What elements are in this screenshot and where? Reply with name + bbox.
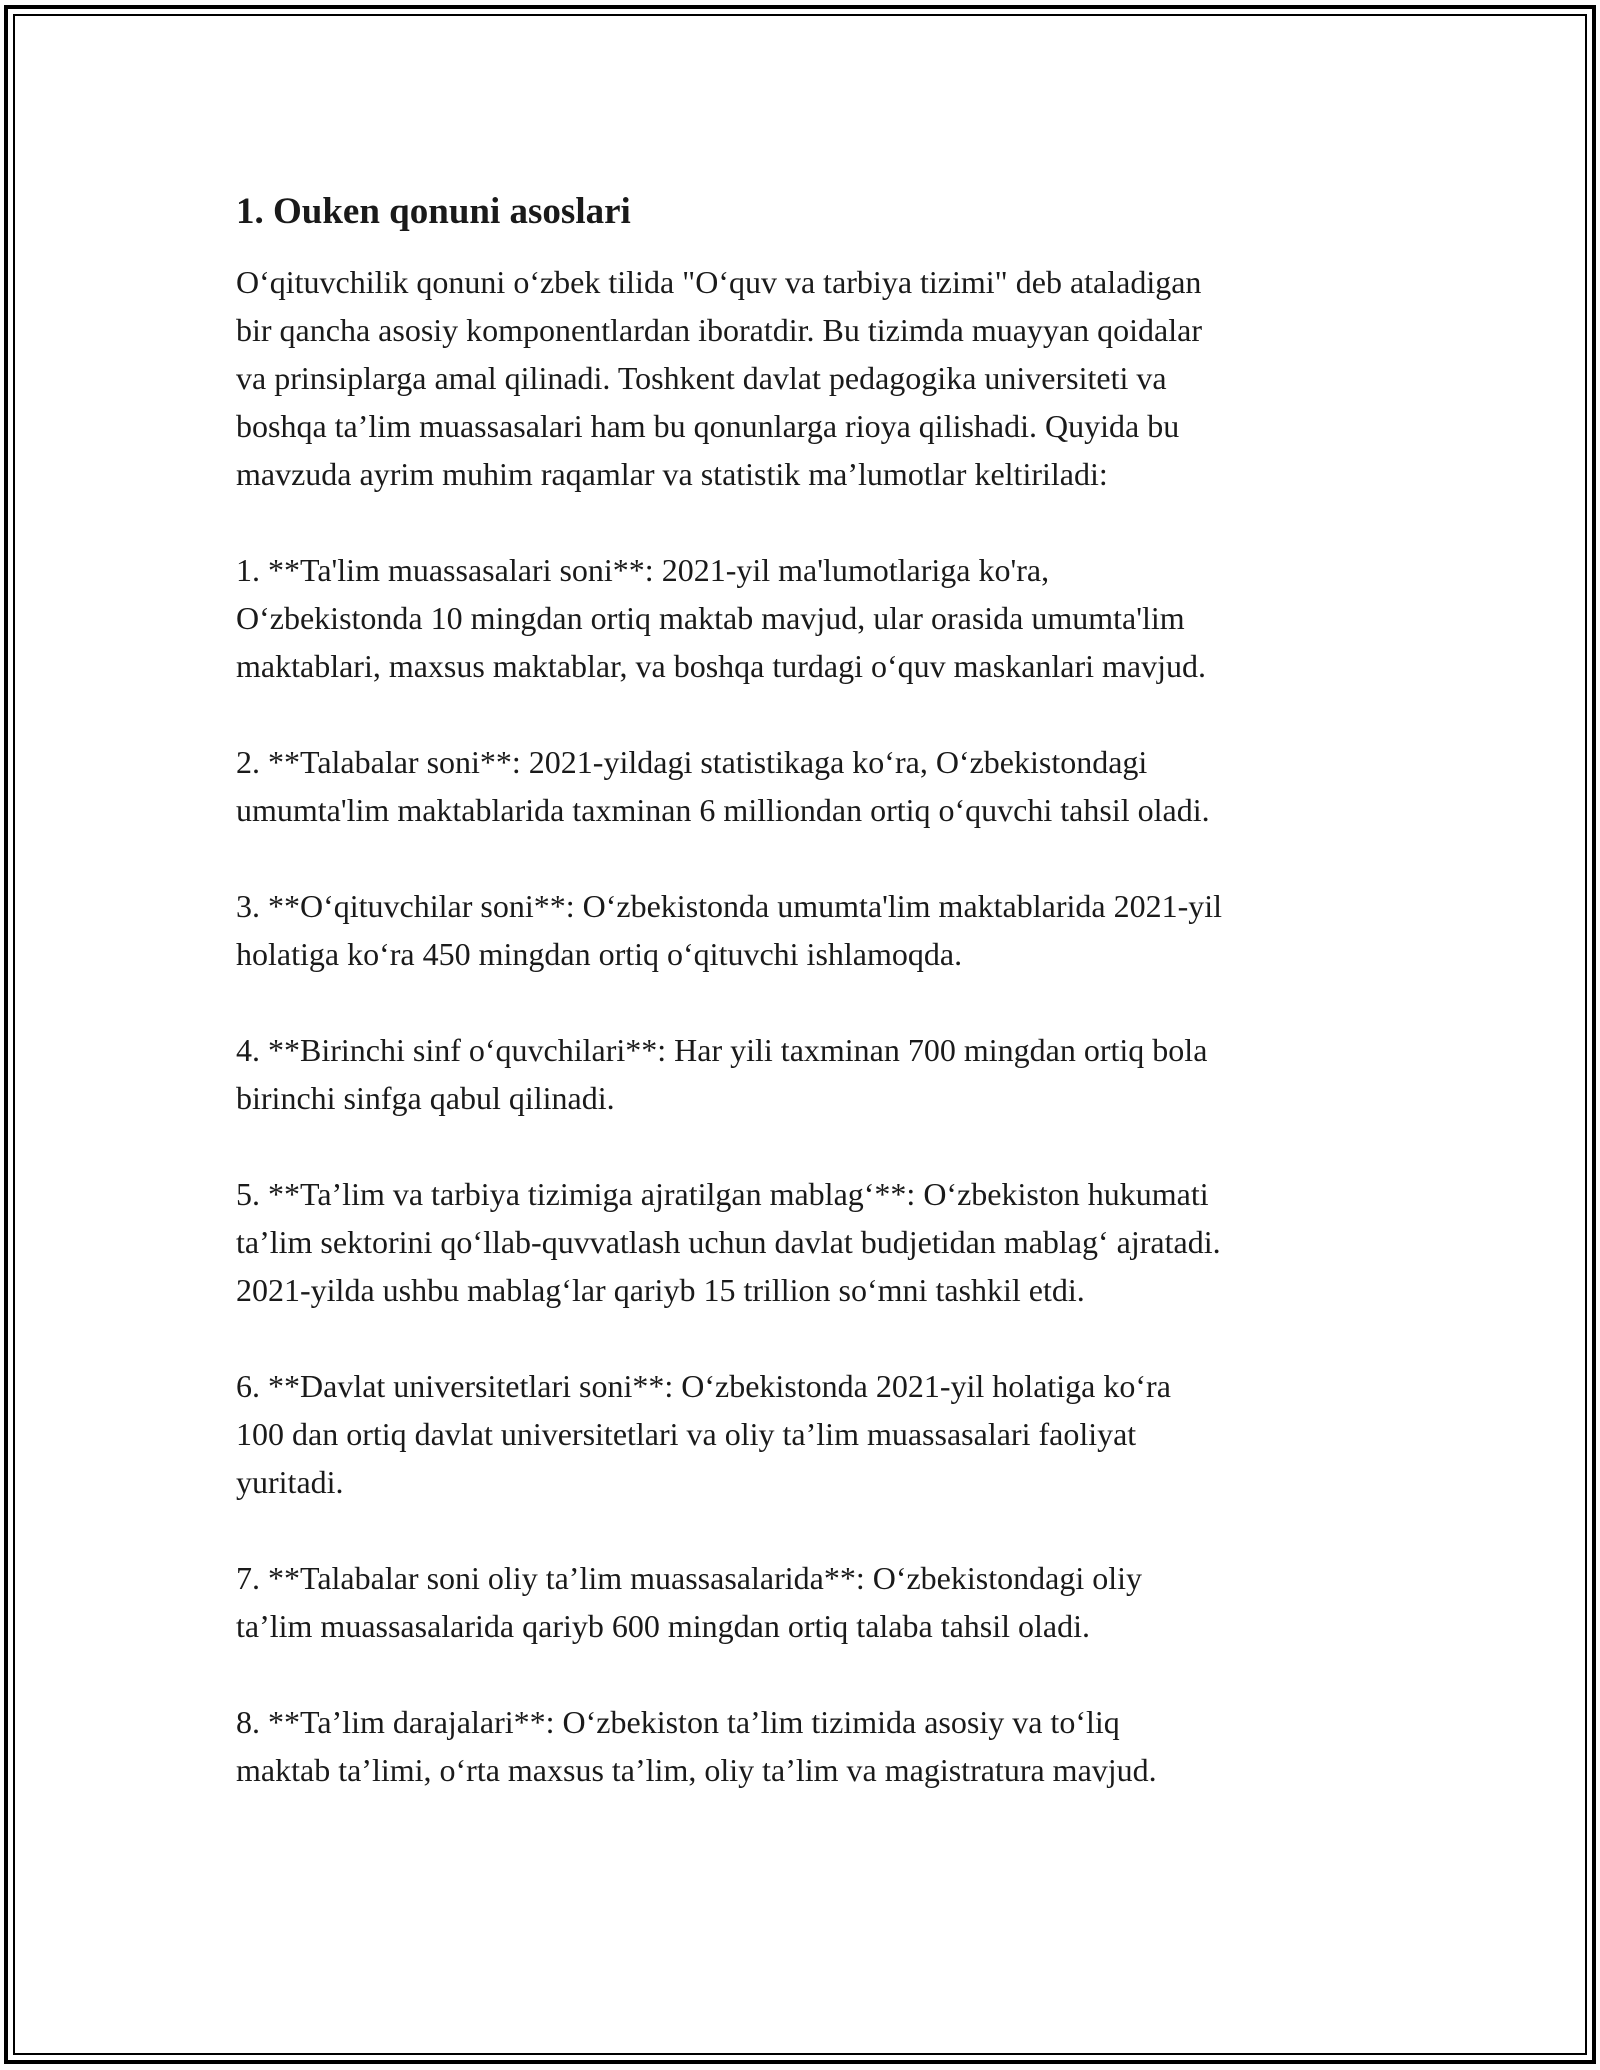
text-line: 3. **O‘qituvchilar soni**: O‘zbekistonda umumta'lim maktablarida 2021-yil	[236, 888, 1223, 924]
list-item-7	[236, 1554, 1386, 1650]
text-line: 7. **Talabalar soni oliy ta’lim muassasalarida**: O‘zbekistondagi oliy	[236, 1560, 1142, 1596]
text-line: 2. **Talabalar soni**: 2021-yildagi statistikaga ko‘ra, O‘zbekistondagi	[236, 744, 1148, 780]
text-line: birinchi sinfga qabul qilinadi.	[236, 1080, 615, 1116]
list-item-4	[236, 1026, 1386, 1122]
text-line: umumta'lim maktablarida taxminan 6 milliondan ortiq o‘quvchi tahsil oladi.	[236, 792, 1210, 828]
intro-paragraph	[236, 258, 1386, 498]
text-line: ta’lim muassasalarida qariyb 600 mingdan ortiq talaba tahsil oladi.	[236, 1608, 1090, 1644]
list-item-5	[236, 1170, 1386, 1314]
text-line: 6. **Davlat universitetlari soni**: O‘zbekistonda 2021-yil holatiga ko‘ra	[236, 1368, 1171, 1404]
section-heading: 1. Ouken qonuni asoslari	[236, 191, 631, 232]
text-line: va prinsiplarga amal qilinadi. Toshkent davlat pedagogika universiteti va	[236, 360, 1167, 396]
text-line: 4. **Birinchi sinf o‘quvchilari**: Har yili taxminan 700 mingdan ortiq bola	[236, 1032, 1208, 1068]
text-line: ta’lim sektorini qo‘llab-quvvatlash uchun davlat budjetidan mablag‘ ajratadi.	[236, 1224, 1221, 1260]
text-line: maktab ta’limi, o‘rta maxsus ta’lim, oliy ta’lim va magistratura mavjud.	[236, 1752, 1157, 1788]
text-line: 5. **Ta’lim va tarbiya tizimiga ajratilgan mablag‘**: O‘zbekiston hukumati	[236, 1176, 1209, 1212]
text-line: yuritadi.	[236, 1464, 344, 1500]
list-item-1	[236, 546, 1386, 690]
text-line: 8. **Ta’lim darajalari**: O‘zbekiston ta’lim tizimida asosiy va to‘liq	[236, 1704, 1120, 1740]
list-item-3	[236, 882, 1386, 978]
text-line: holatiga ko‘ra 450 mingdan ortiq o‘qituvchi ishlamoqda.	[236, 936, 963, 972]
text-line: 100 dan ortiq davlat universitetlari va oliy ta’lim muassasalari faoliyat	[236, 1416, 1137, 1452]
text-line: O‘qituvchilik qonuni o‘zbek tilida "O‘quv va tarbiya tizimi" deb ataladigan	[236, 264, 1202, 300]
text-line: 1. **Ta'lim muassasalari soni**: 2021-yil ma'lumotlariga ko'ra,	[236, 552, 1050, 588]
document-body	[236, 186, 1386, 1842]
text-line: boshqa ta’lim muassasalari ham bu qonunlarga rioya qilishadi. Quyida bu	[236, 408, 1180, 444]
text-line: bir qancha asosiy komponentlardan iboratdir. Bu tizimda muayyan qoidalar	[236, 312, 1202, 348]
list-item-2	[236, 738, 1386, 834]
list-item-8	[236, 1698, 1386, 1794]
text-line: 2021-yilda ushbu mablag‘lar qariyb 15 trillion so‘mni tashkil etdi.	[236, 1272, 1085, 1308]
text-line: maktablari, maxsus maktablar, va boshqa turdagi o‘quv maskanlari mavjud.	[236, 648, 1207, 684]
text-line: mavzuda ayrim muhim raqamlar va statistik ma’lumotlar keltiriladi:	[236, 456, 1108, 492]
text-line: O‘zbekistonda 10 mingdan ortiq maktab mavjud, ular orasida umumta'lim	[236, 600, 1185, 636]
list-item-6	[236, 1362, 1386, 1506]
